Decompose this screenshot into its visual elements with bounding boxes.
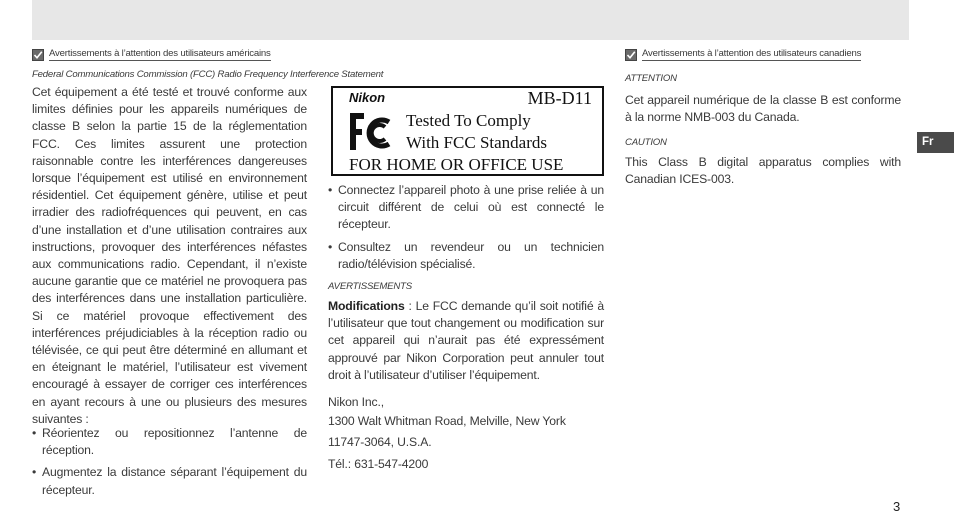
address-company: Nikon Inc., — [328, 395, 384, 409]
list-item: • Connectez l’appareil photo à une prise reliée à un circuit différent de celui où est connecté le récepteur. — [328, 182, 604, 234]
attention-paragraph: Cet appareil numérique de la classe B est conforme à la norme NMB-003 du Canada. — [625, 93, 901, 125]
address-phone: Tél.: 631-547-4200 — [328, 457, 429, 471]
caution-paragraph: This Class B digital apparatus complies with Canadian ICES-003. — [625, 155, 901, 187]
attention-label: ATTENTION — [625, 73, 677, 84]
address-postal: 11747-3064, U.S.A. — [328, 435, 432, 449]
fcc-statement-title: Federal Communications Commission (FCC) Radio Frequency Interference Statement — [32, 69, 384, 80]
fcc-compliance-label — [331, 86, 604, 176]
list-item: • Consultez un revendeur ou un technicien radio/télévision spécialisé. — [328, 239, 604, 273]
address-street: 1300 Walt Whitman Road, Melville, New York — [328, 414, 566, 428]
modifications-bold: Modifications — [328, 299, 405, 313]
ca-section-heading — [625, 48, 861, 61]
us-section-heading — [32, 48, 271, 61]
header-bar — [32, 0, 909, 40]
modifications-paragraph — [328, 298, 604, 384]
checkbox-icon — [625, 49, 637, 61]
us-body-paragraph: Cet équipement a été testé et trouvé conforme aux limites définies pour les appareils numériques de classe B selon la partie 15 de la réglementation FCC. Ces limites assurent une protection raisonnable contre les interférences dangereuses lorsque l’équipement est utilisé en environnement résidentiel. Cet équipement génère, utilise et peut irradier des radiofréquences qui peuvent, en cas d’une installation et d’une utilisation contraires aux instructions, provoquer des interférences néfastes aux communications radio. Cependant, il n’existe aucune garantie que ce matériel ne provoquera pas des interférences dans une installation particulière. Si ce matériel provoque effectivement des interférences préjudiciables à la réception radio ou télévisée, ce qui peut être déterminé en allumant et en éteignant le matériel, l’utilisateur est vivement encouragé à essayer de corriger ces interférences en ayant recours à une ou plusieurs des mesures suivantes : — [32, 85, 307, 426]
model-number: MB-D11 — [527, 88, 592, 108]
warnings-label: AVERTISSEMENTS — [328, 281, 412, 292]
fcc-standards-line: With FCC Standards — [406, 133, 547, 152]
caution-label: CAUTION — [625, 137, 667, 148]
left-bullet-list — [32, 425, 307, 504]
page-number: 3 — [893, 499, 901, 514]
list-item: • Augmentez la distance séparant l’équipement du récepteur. — [32, 464, 307, 498]
language-tab: Fr — [917, 132, 954, 153]
fcc-logo-icon — [349, 113, 393, 153]
nikon-logo: Nikon — [349, 90, 386, 105]
fcc-usage-line: FOR HOME OR OFFICE USE — [349, 155, 564, 174]
right-bullet-list — [328, 182, 604, 278]
modifications-text: : Le FCC demande qu’il soit notifié à l’utilisateur que tout changement ou modification sur cet appareil qui n’aurait pas été expressément approuvé par Nikon Corporation peut annuler tout droit à l’utilisateur d’utiliser l’équipement. — [328, 299, 604, 382]
list-item: • Réorientez ou repositionnez l’antenne de réception. — [32, 425, 307, 459]
ca-heading-text: Avertissements à l’attention des utilisateurs canadiens — [642, 48, 862, 59]
checkbox-icon — [32, 49, 44, 61]
fcc-tested-line: Tested To Comply — [406, 111, 531, 130]
us-heading-text: Avertissements à l’attention des utilisateurs américains — [49, 48, 271, 59]
